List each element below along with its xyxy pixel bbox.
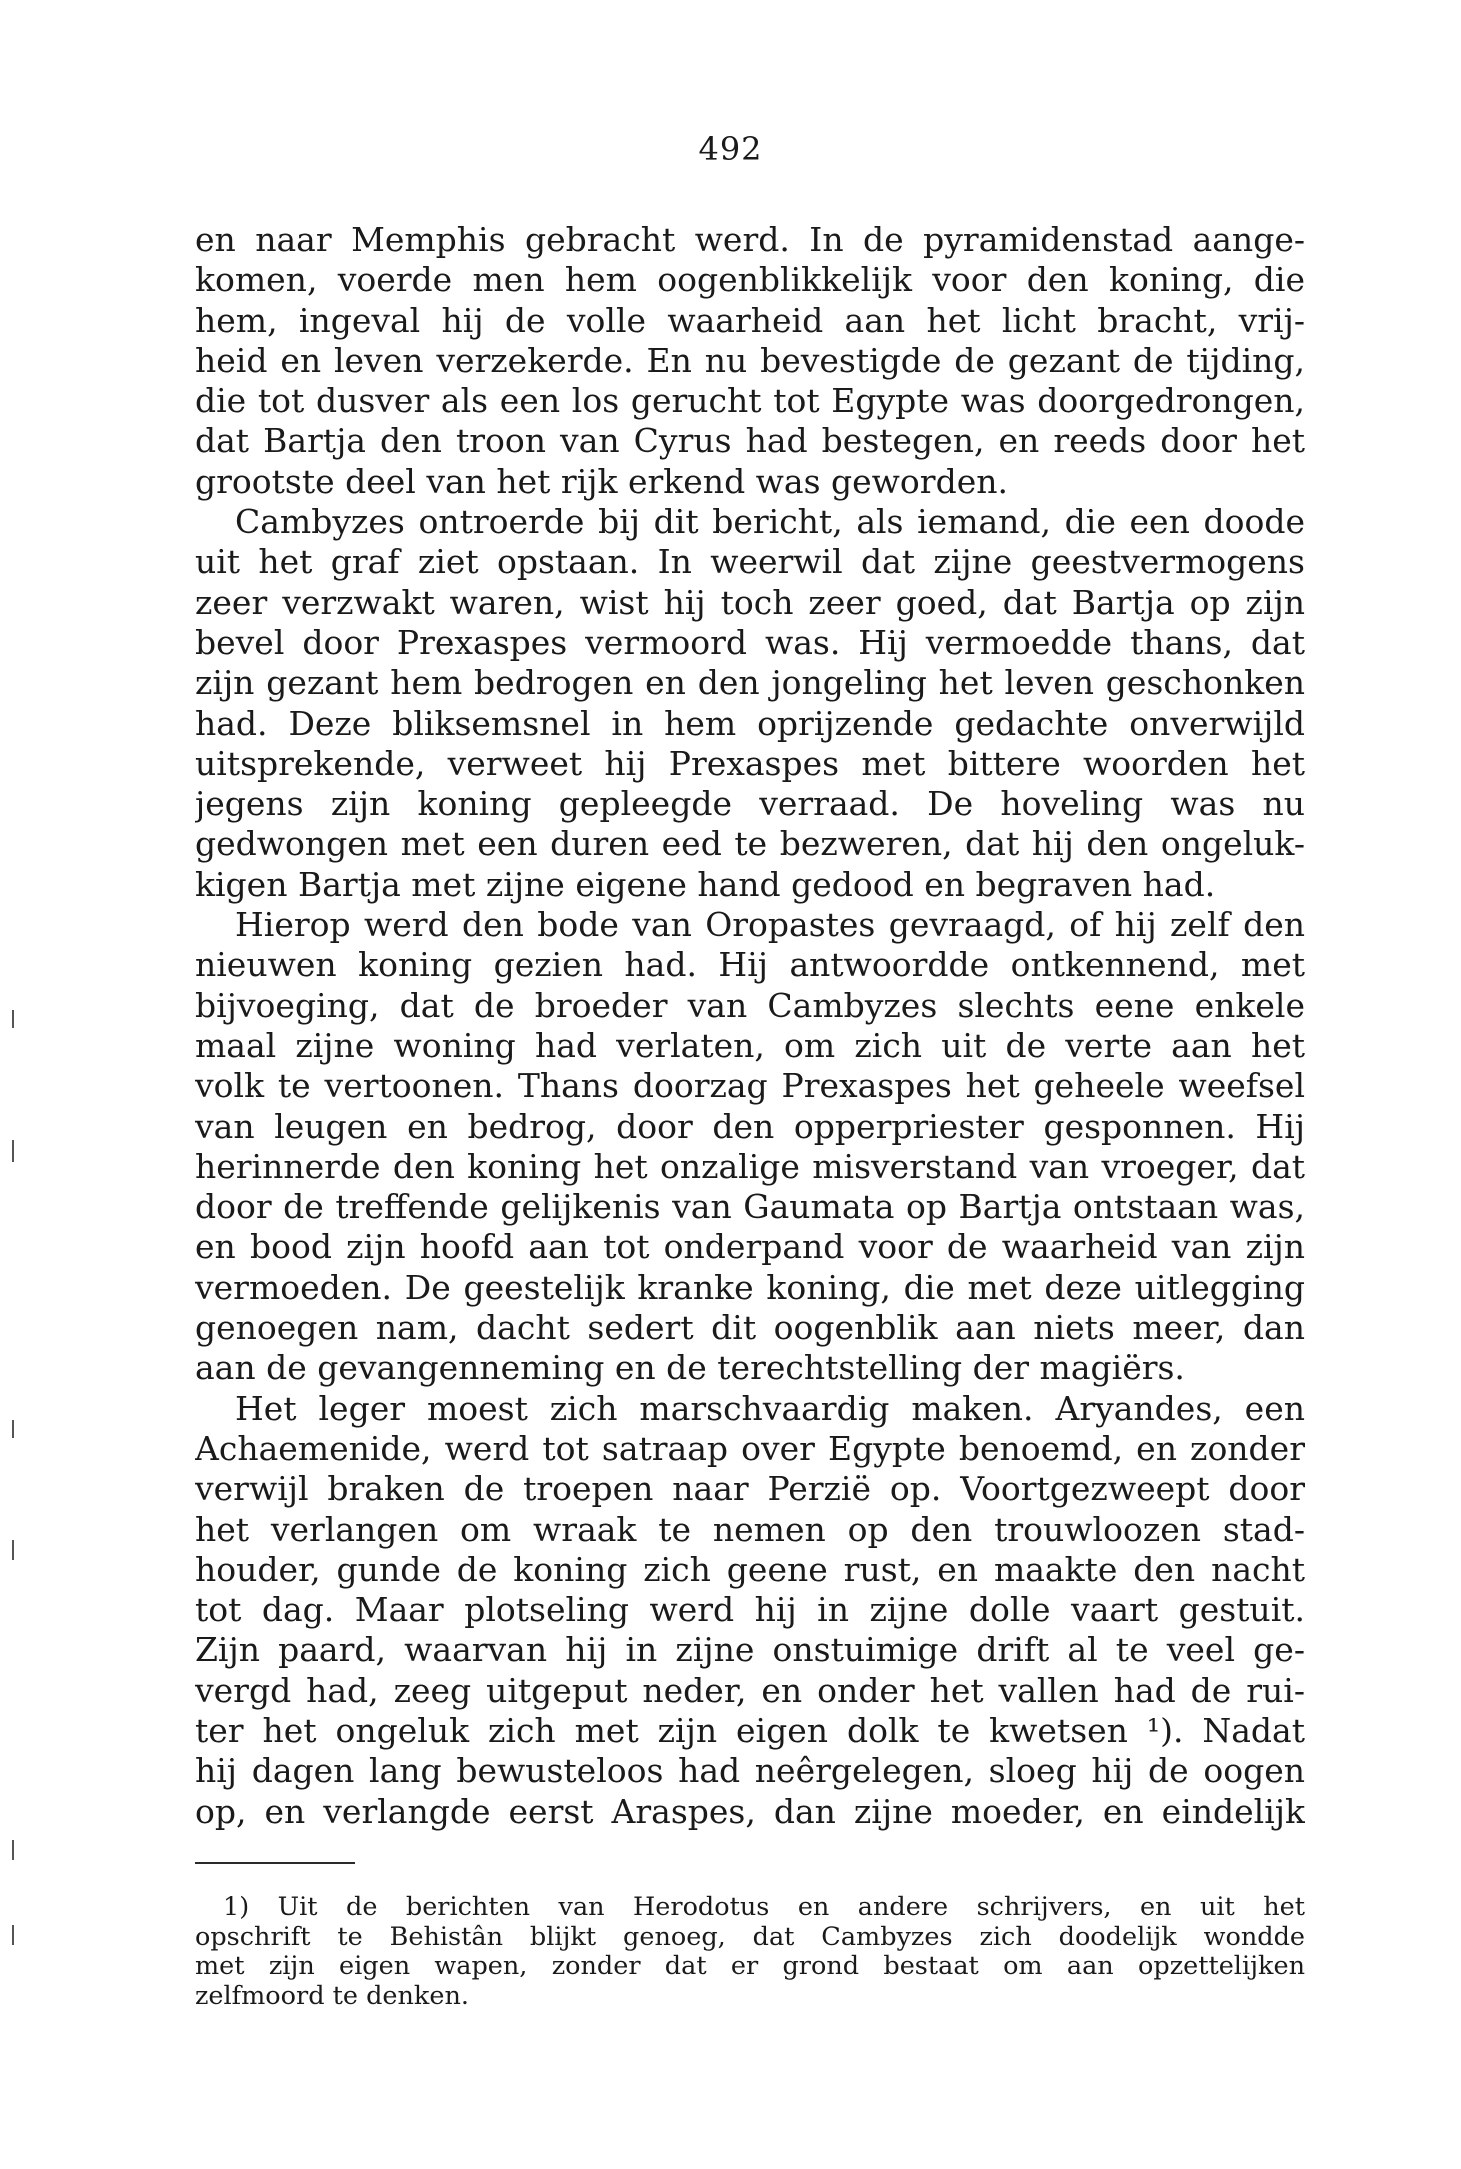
text-line: komen, voerde men hem oogenblikkelijk voor den koning, die — [195, 260, 1305, 300]
text-line: Cambyzes ontroerde bij dit bericht, als iemand, die een doode — [235, 502, 1305, 542]
text-line: hem, ingeval hij de volle waarheid aan het licht bracht, vrij- — [195, 300, 1305, 340]
scan-mark — [12, 1420, 14, 1438]
text-line: bevel door Prexaspes vermoord was. Hij vermoedde thans, dat — [195, 622, 1305, 662]
scan-margin-marks — [8, 0, 22, 2169]
text-line: Het leger moest zich marschvaardig maken. Aryandes, een — [235, 1388, 1305, 1428]
text-line: van leugen en bedrog, door den opperpriester gesponnen. Hij — [195, 1106, 1305, 1146]
text-line: verwijl braken de troepen naar Perzië op. Voortgezweept door — [195, 1469, 1305, 1509]
footnote-line: 1) Uit de berichten van Herodotus en andere schrijvers, en uit het — [223, 1893, 1305, 1922]
text-line: op, en verlangde eerst Araspes, dan zijne moeder, en eindelijk — [195, 1791, 1305, 1831]
text-line: herinnerde den koning het onzalige misverstand van vroeger, dat — [195, 1146, 1305, 1186]
scan-mark — [12, 1925, 14, 1945]
text-line: tot dag. Maar plotseling werd hij in zijne dolle vaart gestuit. — [195, 1590, 1305, 1630]
text-line: Achaemenide, werd tot satraap over Egypte benoemd, en zonder — [195, 1428, 1305, 1468]
footnote-rule — [195, 1862, 355, 1864]
scan-mark — [12, 1140, 14, 1162]
text-line: vermoeden. De geestelijk kranke koning, die met deze uitlegging — [195, 1267, 1305, 1307]
text-line: gedwongen met een duren eed te bezweren, dat hij den ongeluk- — [195, 824, 1305, 864]
text-line: uitsprekende, verweet hij Prexaspes met bittere woorden het — [195, 743, 1305, 783]
text-line: volk te vertoonen. Thans doorzag Prexaspes het geheele weefsel — [195, 1066, 1305, 1106]
text-line: zijn gezant hem bedrogen en den jongeling het leven geschonken — [195, 663, 1305, 703]
page-number: 492 — [698, 130, 763, 168]
scan-mark — [12, 1010, 14, 1028]
footnote-line: opschrift te Behistân blijkt genoeg, dat Cambyzes zich doodelijk wondde — [195, 1922, 1305, 1952]
text-line: aan de gevangenneming en de terechtstelling der magiërs. — [195, 1348, 1185, 1388]
text-line: zeer verzwakt waren, wist hij toch zeer goed, dat Bartja op zijn — [195, 582, 1305, 622]
text-line: die tot dusver als een los gerucht tot Egypte was doorgedrongen, — [195, 381, 1305, 421]
text-line: en naar Memphis gebracht werd. In de pyramidenstad aange- — [195, 220, 1305, 259]
text-line: uit het graf ziet opstaan. In weerwil dat zijne geestvermogens — [195, 542, 1305, 582]
text-line: bijvoeging, dat de broeder van Cambyzes slechts eene enkele — [195, 985, 1305, 1025]
text-line: kigen Bartja met zijne eigene hand gedood en begraven had. — [195, 864, 1216, 904]
text-line: nieuwen koning gezien had. Hij antwoordde ontkennend, met — [195, 945, 1305, 985]
text-line: genoegen nam, dacht sedert dit oogenblik aan niets meer, dan — [195, 1308, 1305, 1348]
footnotes — [195, 1893, 1305, 2011]
text-line: had. Deze bliksemsnel in hem oprijzende gedachte onverwijld — [195, 703, 1305, 743]
text-line: maal zijne woning had verlaten, om zich uit de verte aan het — [195, 1025, 1305, 1065]
text-line: door de treffende gelijkenis van Gaumata op Bartja ontstaan was, — [195, 1187, 1305, 1227]
text-line: en bood zijn hoofd aan tot onderpand voor de waarheid van zijn — [195, 1227, 1305, 1267]
text-line: hij dagen lang bewusteloos had neêrgelegen, sloeg hij de oogen — [195, 1751, 1305, 1791]
scan-mark — [12, 1540, 14, 1560]
text-line: het verlangen om wraak te nemen op den trouwloozen stad- — [195, 1509, 1305, 1549]
text-line: dat Bartja den troon van Cyrus had bestegen, en reeds door het — [195, 421, 1305, 461]
text-line: heid en leven verzekerde. En nu bevestigde de gezant de tijding, — [195, 340, 1305, 380]
text-line: grootste deel van het rijk erkend was geworden. — [195, 461, 1008, 501]
footnote-line: met zijn eigen wapen, zonder dat er grond bestaat om aan opzettelijken — [195, 1952, 1305, 1981]
text-line: vergd had, zeeg uitgeput neder, en onder het vallen had de rui- — [195, 1670, 1305, 1710]
text-line: ter het ongeluk zich met zijn eigen dolk te kwetsen ¹). Nadat — [195, 1710, 1305, 1750]
text-line: houder, gunde de koning zich geene rust, en maakte den nacht — [195, 1549, 1305, 1589]
body-text — [195, 220, 1305, 1832]
text-line: jegens zijn koning gepleegde verraad. De hoveling was nu — [195, 784, 1305, 824]
text-line: Hierop werd den bode van Oropastes gevraagd, of hij zelf den — [235, 905, 1305, 945]
scan-mark — [12, 1840, 14, 1860]
footnote-line: zelfmoord te denken. — [195, 1981, 469, 2011]
text-line: Zijn paard, waarvan hij in zijne onstuimige drift al te veel ge- — [195, 1630, 1305, 1670]
